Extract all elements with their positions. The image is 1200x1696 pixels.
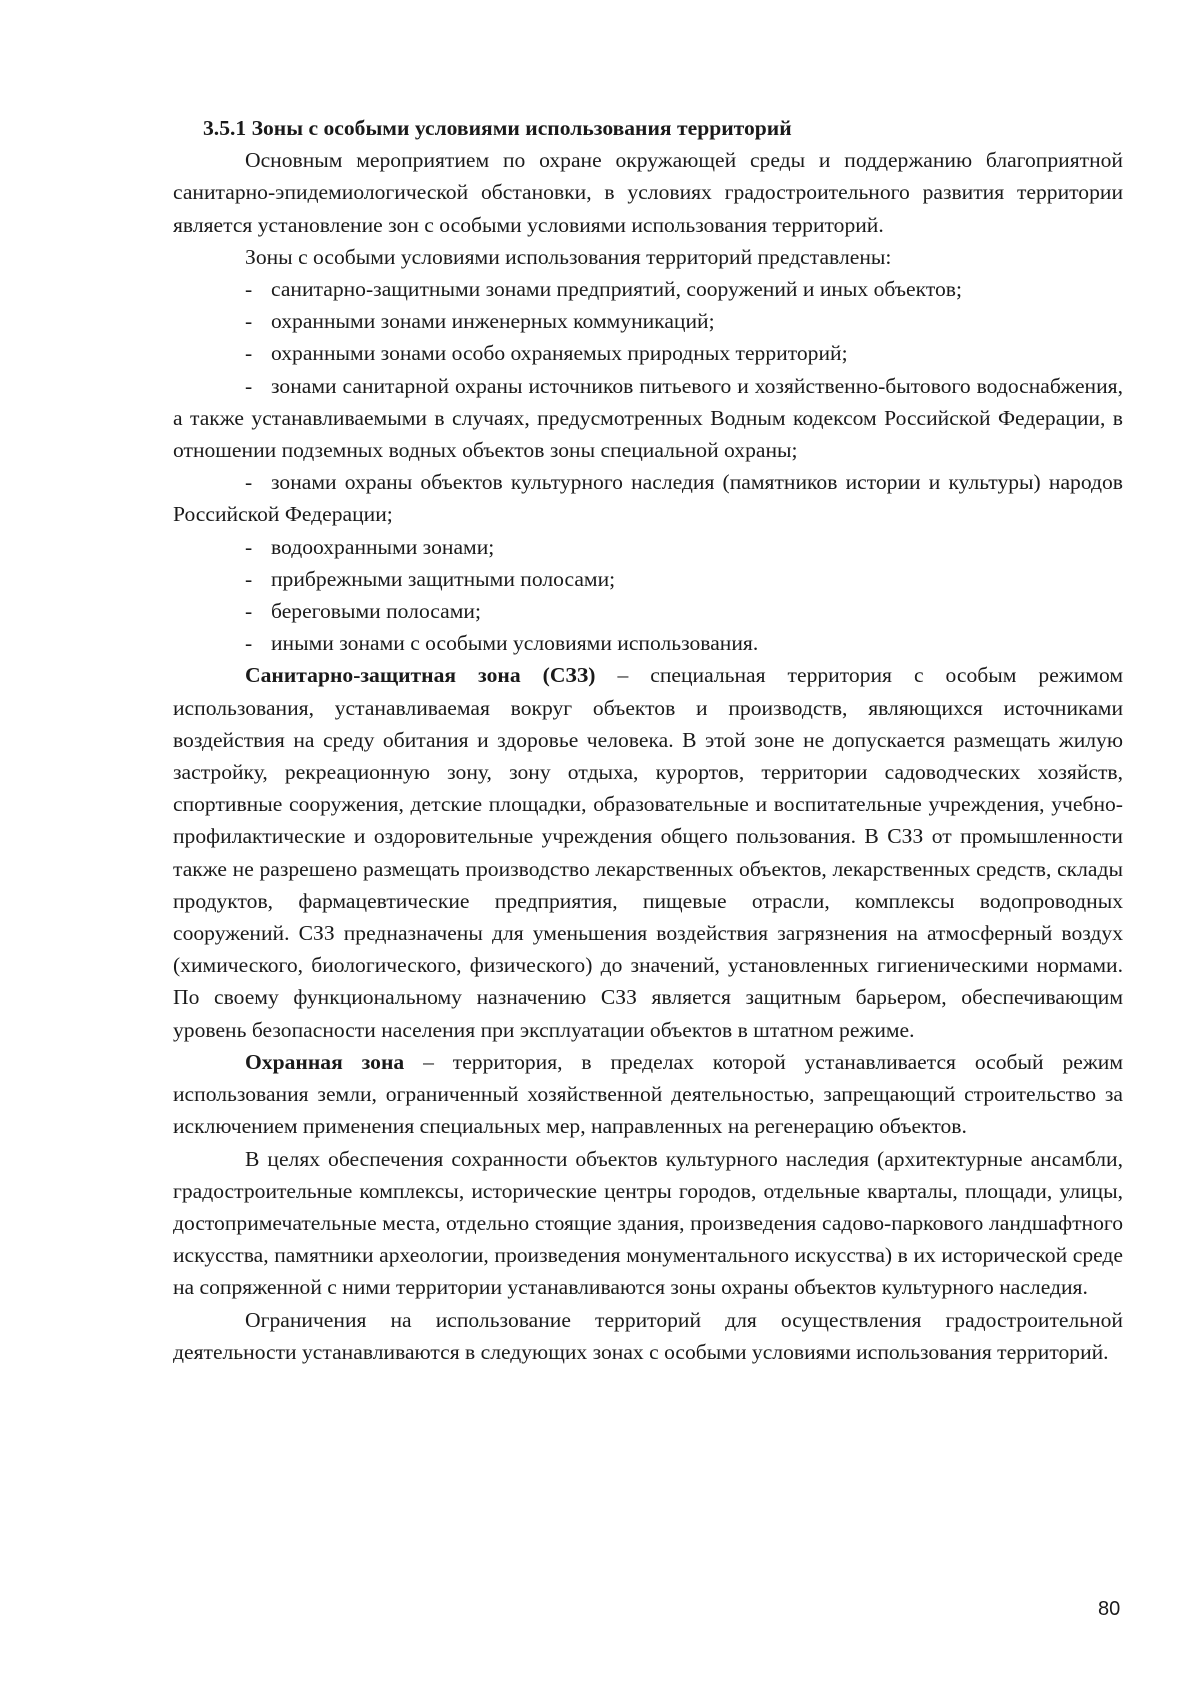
list-item: - охранными зонами инженерных коммуникаций; bbox=[173, 305, 1123, 337]
list-bullet: - bbox=[245, 277, 253, 302]
szz-term: Санитарно-защитная зона (СЗЗ) bbox=[245, 663, 596, 688]
protection-zone-term: Охранная зона bbox=[245, 1049, 405, 1074]
page-number: 80 bbox=[1098, 1598, 1121, 1620]
zones-list bbox=[173, 273, 1123, 659]
list-bullet: - bbox=[245, 534, 253, 559]
list-item: - иными зонами с особыми условиями использования. bbox=[173, 627, 1123, 659]
list-item: - береговыми полосами; bbox=[173, 595, 1123, 627]
list-item: - зонами охраны объектов культурного наследия (памятников истории и культуры) народов Российской Федерации; bbox=[173, 466, 1123, 530]
szz-definition: – специальная территория с особым режимом использования, устанавливаемая вокруг объектов и производств, являющихся источниками воздействия на среду обитания и здоровье человека. В этой зоне не допускается размещать жилую застройку, рекреационную зону, зону отдыха, курортов, территории садоводческих хозяйств, спортивные сооружения, детские площадки, образовательные и воспитательные учреждения, учебно-профилактические и оздоровительные учреждения общего пользования. В СЗЗ от промышленности также не разрешено размещать производство лекарственных объектов, лекарственных средств, склады продуктов, фармацевтические предприятия, пищевые отрасли, комплексы водопроводных сооружений. СЗЗ предназначены для уменьшения воздействия загрязнения на атмосферный воздух (химического, биологического, физического) до значений, установленных гигиеническими нормами. По своему функциональному назначению СЗЗ является защитным барьером, обеспечивающим уровень безопасности населения при эксплуатации объектов в штатном режиме. bbox=[173, 663, 1124, 1042]
list-item: - водоохранными зонами; bbox=[173, 531, 1123, 563]
szz-paragraph bbox=[173, 659, 1123, 1045]
restrictions-paragraph: Ограничения на использование территорий для осуществления градостроительной деятельности устанавливаются в следующих зонах с особыми условиями использования территорий. bbox=[173, 1307, 1123, 1364]
document-page bbox=[173, 112, 1123, 1368]
list-bullet: - bbox=[245, 341, 253, 366]
protection-zone-paragraph bbox=[173, 1046, 1123, 1143]
list-item: - санитарно-защитными зонами предприятий, сооружений и иных объектов; bbox=[173, 273, 1123, 305]
list-item: - прибрежными защитными полосами; bbox=[173, 563, 1123, 595]
intro-paragraph: Основным мероприятием по охране окружающей среды и поддержанию благоприятной санитарно-эпидемиологической обстановки, в условиях градостроительного развития территории является установление зон с особыми условиями использования территорий. bbox=[173, 148, 1123, 237]
protection-zone-definition: – территория, в пределах которой устанавливается особый режим использования земли, ограниченный хозяйственной деятельностью, запрещающий строительство за исключением применения специальных мер, направленных на регенерацию объектов. bbox=[173, 1049, 1123, 1139]
list-lead-paragraph: Зоны с особыми условиями использования территорий представлены: bbox=[245, 244, 892, 269]
list-bullet: - bbox=[245, 631, 253, 656]
list-item: - зонами санитарной охраны источников питьевого и хозяйственно-бытового водоснабжения, а также устанавливаемыми в случаях, предусмотренных Водным кодексом Российской Федерации, в отношении подземных водных объектов зоны специальной охраны; bbox=[173, 370, 1123, 467]
list-bullet: - bbox=[245, 309, 253, 334]
section-heading: 3.5.1 Зоны с особыми условиями использования территорий bbox=[203, 116, 792, 140]
list-bullet: - bbox=[245, 599, 253, 624]
list-item: - охранными зонами особо охраняемых природных территорий; bbox=[173, 337, 1123, 369]
list-bullet: - bbox=[245, 373, 253, 398]
list-bullet: - bbox=[245, 470, 253, 495]
heritage-paragraph: В целях обеспечения сохранности объектов культурного наследия (архитектурные ансамбли, градостроительные комплексы, исторические центры городов, отдельные кварталы, площади, улицы, достопримечательные места, отдельно стоящие здания, произведения садово-паркового ландшафтного искусства, памятники археологии, произведения монументального искусства) в их исторической среде на сопряженной с ними территории устанавливаются зоны охраны объектов культурного наследия. bbox=[173, 1146, 1123, 1300]
list-bullet: - bbox=[245, 566, 253, 591]
